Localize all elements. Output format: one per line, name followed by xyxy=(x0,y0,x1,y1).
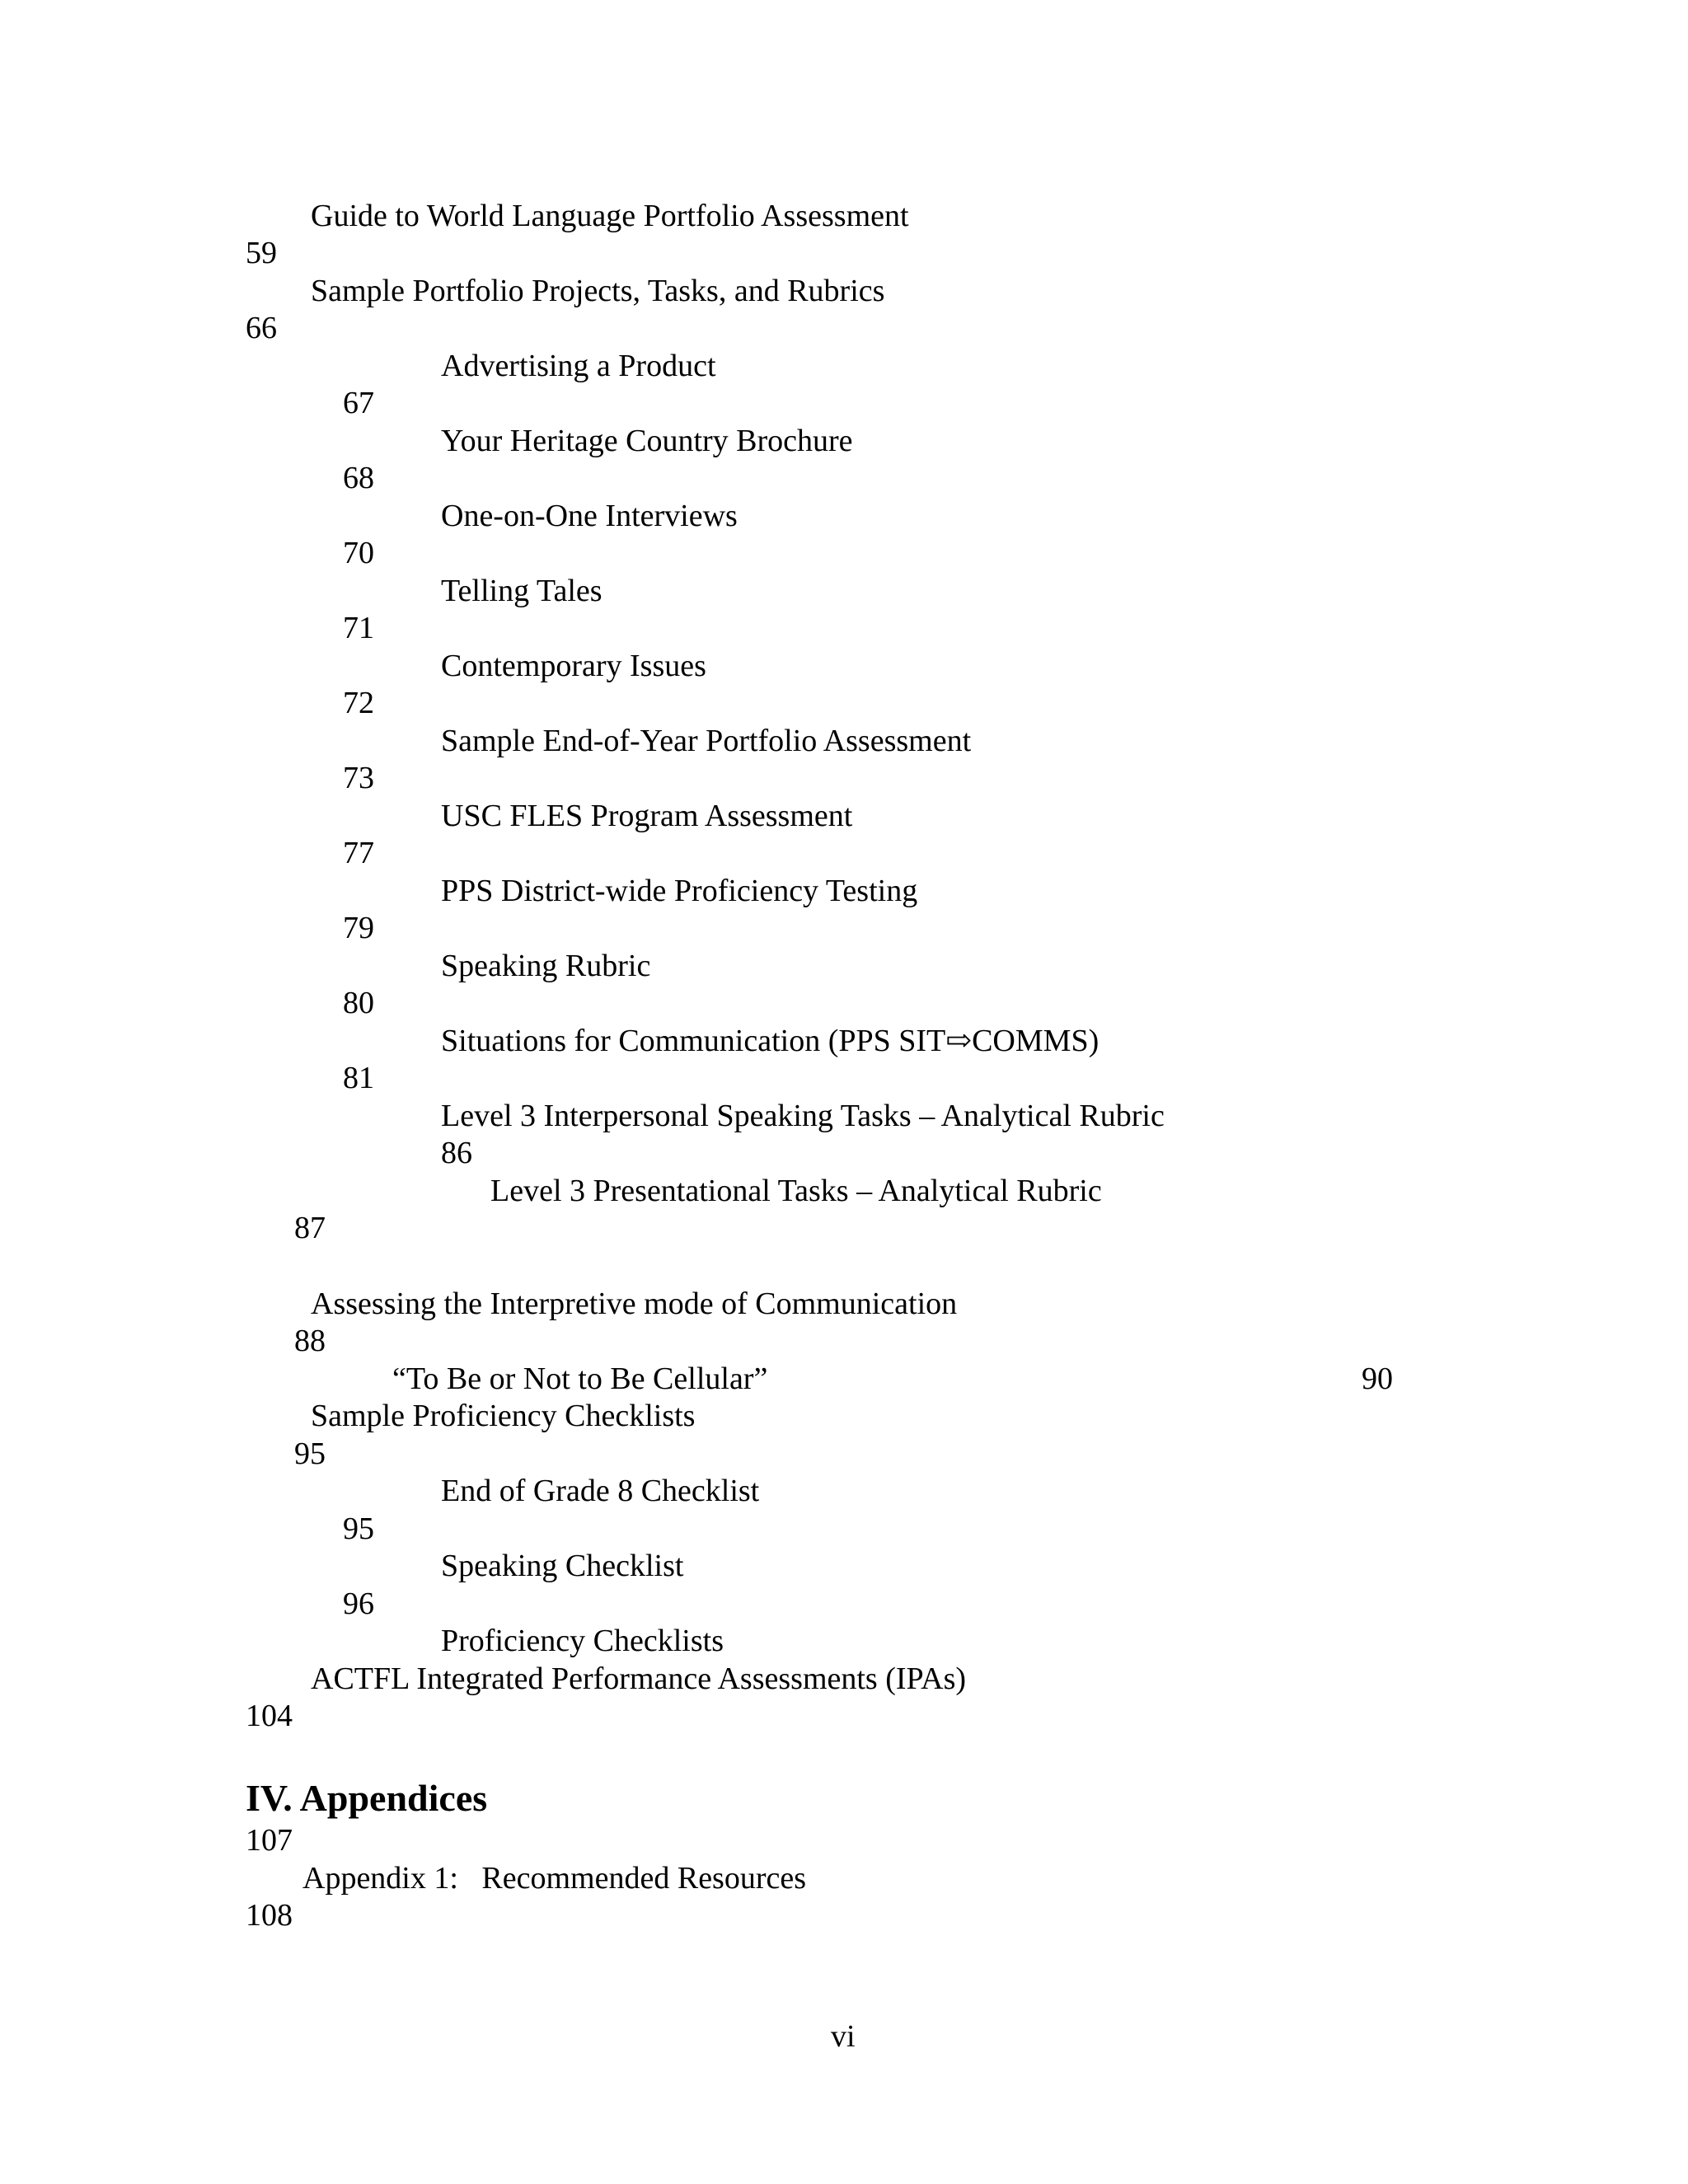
toc-entry-title: Assessing the Interpretive mode of Communication xyxy=(311,1286,958,1321)
toc-entry-page: 87 xyxy=(294,1211,326,1245)
toc-entry-title: Sample Portfolio Projects, Tasks, and Rubrics xyxy=(311,274,885,308)
toc-entry-page: 95 xyxy=(343,1511,374,1546)
toc-entry-title: Advertising a Product xyxy=(441,349,716,383)
toc-entry-page: 71 xyxy=(343,611,374,645)
section-page: 107 xyxy=(246,1823,293,1858)
toc-entry-title: USC FLES Program Assessment xyxy=(441,799,853,833)
toc-entry-title: Contemporary Issues xyxy=(441,649,706,683)
toc-entry-title: Telling Tales xyxy=(441,574,603,608)
toc-entry-page: 81 xyxy=(343,1061,374,1095)
toc-entry-page: 70 xyxy=(343,536,374,570)
toc-entry-title: Level 3 Presentational Tasks – Analytical Rubric xyxy=(490,1174,1102,1208)
toc-entry-title: Proficiency Checklists xyxy=(441,1624,724,1658)
toc-entry-title: Sample End-of-Year Portfolio Assessment xyxy=(441,724,972,758)
toc-entry-page: 88 xyxy=(294,1324,326,1358)
toc-entry-title: Speaking Rubric xyxy=(441,949,651,983)
section-heading: IV. Appendices xyxy=(246,1777,488,1819)
page-number: vi xyxy=(831,2019,856,2054)
toc-entry-title: End of Grade 8 Checklist xyxy=(441,1474,760,1508)
toc-appendix-page: 108 xyxy=(246,1898,293,1933)
toc-entry-page: 66 xyxy=(246,311,277,345)
toc-entry-page: 95 xyxy=(294,1436,326,1471)
toc-entry-page: 104 xyxy=(246,1699,293,1733)
toc-entry-title: Your Heritage Country Brochure xyxy=(441,424,853,458)
toc-entry-title: ACTFL Integrated Performance Assessments (IPAs) xyxy=(311,1661,967,1696)
toc-appendix-title: Appendix 1: Recommended Resources xyxy=(302,1861,807,1896)
toc-entry-page: 73 xyxy=(343,761,374,795)
toc-entry-page: 96 xyxy=(343,1586,374,1621)
toc-entry-title: One-on-One Interviews xyxy=(441,499,738,533)
toc-entry-title: PPS District-wide Proficiency Testing xyxy=(441,874,918,908)
toc-entry-page: 77 xyxy=(343,836,374,870)
toc-entry-page: 72 xyxy=(343,686,374,720)
toc-entry-title: Sample Proficiency Checklists xyxy=(311,1399,696,1433)
toc-entry-title: Level 3 Interpersonal Speaking Tasks – Analytical Rubric xyxy=(441,1099,1165,1133)
toc-entry-page: 67 xyxy=(343,386,374,420)
toc-entry-page: 90 xyxy=(1362,1361,1393,1396)
toc-entry-title: Guide to World Language Portfolio Assessment xyxy=(311,199,909,233)
toc-entry-title: “To Be or Not to Be Cellular” xyxy=(392,1361,768,1396)
toc-entry-page: 86 xyxy=(441,1136,472,1170)
toc-entry-page: 68 xyxy=(343,461,374,495)
toc-entry-page: 79 xyxy=(343,911,374,945)
toc-entry-page: 59 xyxy=(246,236,277,270)
toc-entry-title: Situations for Communication (PPS SIT⇨COMMS) xyxy=(441,1024,1100,1058)
toc-entry-title: Speaking Checklist xyxy=(441,1549,684,1583)
toc-entry-page: 80 xyxy=(343,986,374,1020)
